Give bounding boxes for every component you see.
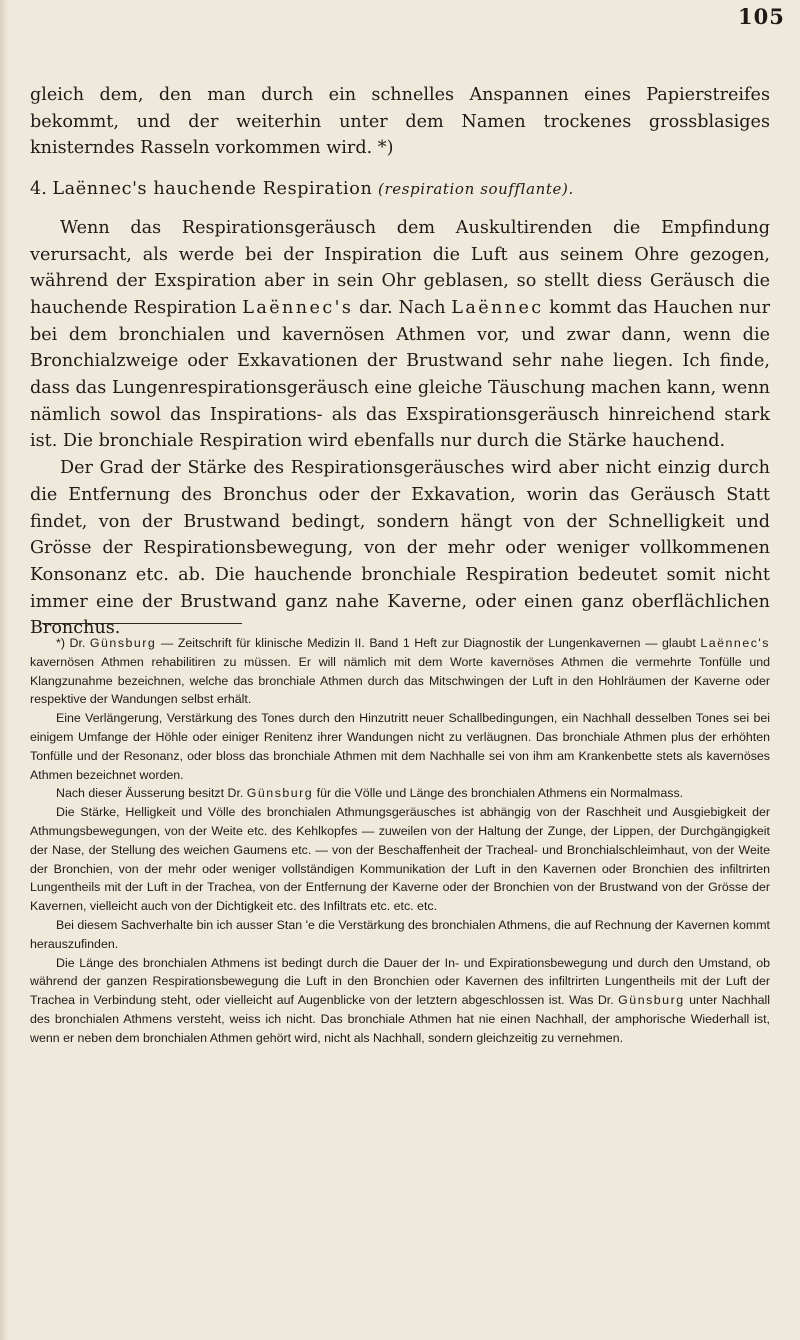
section-heading	[30, 176, 770, 203]
footnote-text: für die Völle und Länge des bronchialen Athmens ein Normalmass.	[316, 786, 684, 801]
footnote-text: kavernösen Athmen rehabilitiren zu müssen. Er will nämlich mit dem Worte kavernöses Athmen die vermehrte Tonfülle und Klangzunahme bezeichnen, welche das bronchiale Athmen durch das Mitschwingen der Luft in den Hohlräumen der Kaverne oder respektive der Wandungen selbst erhält.	[30, 654, 770, 707]
paragraph-text: kommt das Hauchen nur bei dem bronchialen und kavernösen Athmen vor, und zwar dann, wenn die Bronchialzweige oder Exkavationen der Brustwand sehr nahe liegen. Ich finde, dass das Lungenrespirationsgeräusch eine gleiche Täuschung machen kann, wenn nämlich sowol das Inspirations- als das Exspirationsgeräusch hinreichend stark ist. Die bronchiale Respiration wird ebenfalls nur durch die Stärke hauchend.	[30, 297, 771, 452]
author-name: Günsburg	[89, 636, 157, 650]
paragraph-definition	[30, 215, 770, 455]
author-name: Günsburg	[246, 786, 314, 801]
footnote-paragraph	[30, 954, 770, 1048]
paragraph-degree: Der Grad der Stärke des Respirationsgeräusches wird aber nicht einzig durch die Entfernung des Bronchus oder der Exkavation, worin das Geräusch Statt findet, von der Brustwand bedingt, sondern hängt von der Schnelligkeit und Grösse der Respirationsbewegung, von der mehr oder weniger vollkommenen Konsonanz etc. ab. Die hauchende bronchiale Respiration bedeutet somit nicht immer eine der Brustwand ganz nahe Kaverne, oder einen ganz oberflächlichen Bronchus.	[30, 458, 770, 639]
section-subtitle: (respiration soufflante).	[378, 180, 574, 199]
footnote-text: Die Länge des bronchialen Athmens ist bedingt durch die Dauer der In- und Expirationsbewegung und durch den Umstand, ob während der ganzen Respirationsbewegung die Luft in den Bronchien oder Kavernen des infiltrirten Lungentheils mit der Luft der Trachea in Verbindung steht, oder vielleicht auf Augenblicke von der letztern abgeschlossen ist. Was Dr.	[30, 955, 770, 1008]
footnote-paragraph: Eine Verlängerung, Verstärkung des Tones durch den Hinzutritt neuer Schallbedingungen, ein Nachhall desselben Tones sei bei einigem Umfange der Höhle oder einiger Renitenz ihrer Wandungen nicht zu verläugnen. Das bronchiale Athmen plus der erhöhten Tonfülle und der Resonanz, oder bloss das bronchiale Athmen mit dem Nachhalle sei von ihm am Krankenbette stets als kavernöses Athmen bezeichnet worden.	[30, 711, 770, 782]
footnote-text: unter Nachhall des bronchialen Athmens versteht, weiss ich nicht. Das bronchiale Athmen hat nie einen Nachhall, der amphorische Wiederhall ist, wenn er neben dem bronchialen Athmen gehört wird, nicht als Nachhall, sondern gleichzeitig zu vernehmen.	[30, 993, 770, 1045]
footnote-divider	[42, 623, 242, 624]
main-text	[30, 82, 770, 642]
footnote-paragraph: Bei diesem Sachverhalte bin ich ausser Stan 'e die Verstärkung des bronchialen Athmens, die auf Rechnung der Kavernen kommt herauszufinden.	[30, 917, 770, 951]
footnote-text: *) Dr.	[56, 636, 86, 650]
paragraph-text: dar. Nach	[358, 297, 446, 318]
footnote-paragraph: Die Stärke, Helligkeit und Völle des bronchialen Athmungsgeräusches ist abhängig von der Raschheit und Ausgiebigkeit der Athmungsbewegungen, von der Weite etc. des Kehlkopfes — zuweilen von der Haltung der Zunge, der Lippen, der Durchgängigkeit der Nase, der Stellung des weichen Gaumens etc. — von der Beschaffenheit der Tracheal- und Bronchialschleimhaut, von der Weite der Bronchien, von der mehr oder weniger vollständigen Kommunikation der Luft in den Kavernen oder Bronchien des infiltrirten Lungentheils mit der Luft in der Trachea, von der Entfernung der Kaverne oder der Bronchien von der Brustwand von der Grösse der Kavernen, vielleicht auch von der Dichtigkeit etc. des Infiltrats etc. etc. etc.	[30, 805, 770, 914]
paragraph-continuation: gleich dem, den man durch ein schnelles Anspannen eines Papierstreifes bekommt, und der weiterhin unter dem Namen trockenes grossblasiges knisterndes Rasseln vorkommen wird. *)	[30, 85, 770, 159]
footnote-text: Nach dieser Äusserung besitzt Dr.	[56, 786, 244, 801]
footnote-paragraph	[30, 634, 770, 709]
author-name: Laënnec's	[700, 636, 770, 650]
section-title: Laënnec's hauchende Respiration	[52, 179, 373, 200]
page-gutter-shadow	[0, 0, 8, 1340]
author-name: Laënnec	[451, 297, 544, 318]
footnote-text: — Zeitschrift für klinische Medizin II. Band 1 Heft zur Diagnostik der Lungenkavernen — glaubt	[160, 636, 696, 650]
paragraph-text: Wenn das Respirationsgeräusch dem Auskultirenden die Empfindung verursacht, als werde bei der Inspiration die Luft aus seinem Ohre gezogen, während der Exspiration aber in sein Ohr geblasen, so stellt diess Geräusch die hauchende Respiration	[30, 217, 770, 318]
footnote-paragraph	[30, 784, 770, 803]
footnote	[30, 634, 770, 1048]
section-number: 4.	[30, 179, 47, 200]
author-name: Günsburg	[618, 993, 685, 1008]
author-name: Laënnec's	[242, 297, 354, 318]
page-number: 105	[738, 4, 785, 29]
